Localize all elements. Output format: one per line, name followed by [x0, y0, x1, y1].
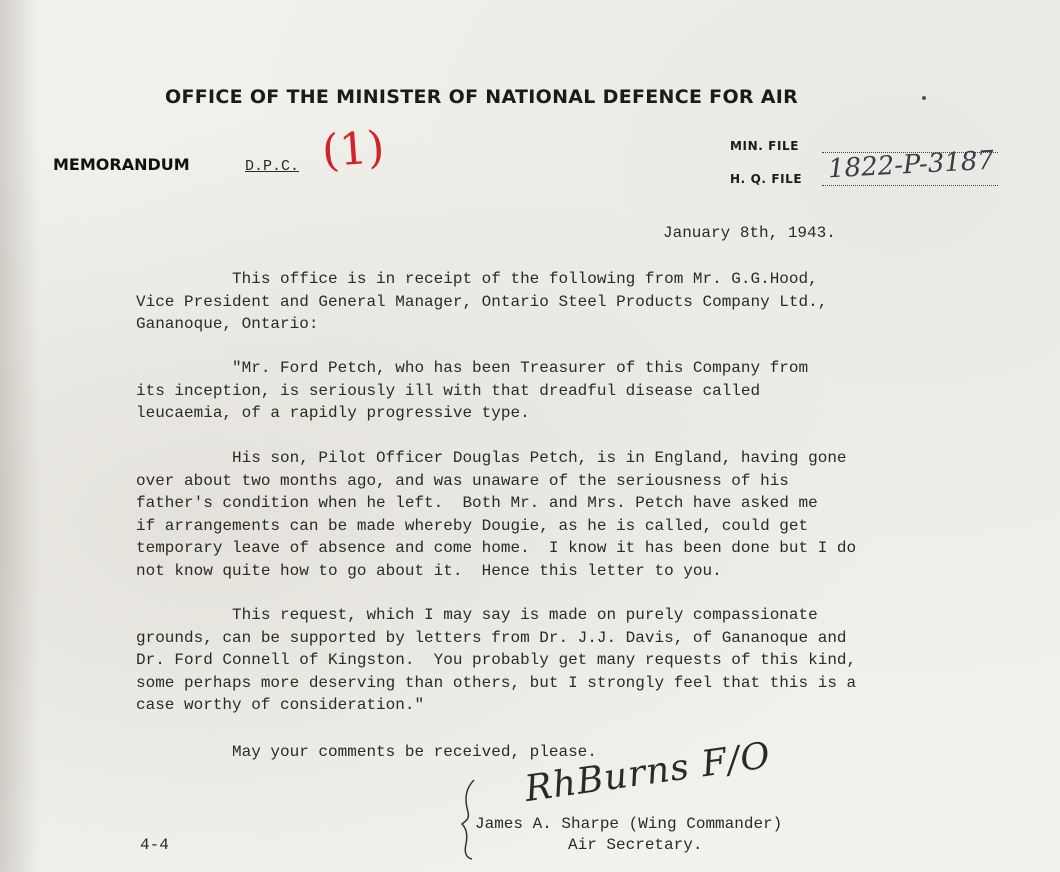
signer-title: Air Secretary. — [568, 836, 703, 854]
recipient-code: D.P.C. — [245, 158, 300, 175]
handwritten-signature: RhBurns F/O — [522, 734, 774, 811]
document-reference: 4-4 — [140, 836, 169, 854]
hq-file-label: H. Q. FILE — [730, 172, 803, 186]
min-file-label: MIN. FILE — [730, 139, 800, 153]
page-edge-shadow — [0, 0, 40, 872]
handwritten-red-mark: (1) — [320, 121, 387, 178]
hq-file-line — [822, 185, 998, 186]
hq-file-number: 1822-P-3187 — [827, 145, 995, 185]
body-paragraph: His son, Pilot Officer Douglas Petch, is in England, having gone over about two months ago, and was unaware of the seriousness of his father's condition when he left. Both Mr. and Mrs. Petch have asked me if arrangements can be made whereby Dougie, as he is called, could get temporary leave of absence and come home. I know it has been done but I do not know quite how to go about it. Hence this letter to you. — [136, 449, 857, 580]
signer-name: James A. Sharpe (Wing Commander) — [475, 815, 783, 833]
body-paragraph: "Mr. Ford Petch, who has been Treasurer of this Company from its inception, is seriously ill with that dreadful disease called leucaemia, of a rapidly progressive type. — [136, 359, 809, 422]
ink-dot — [922, 96, 926, 100]
memo-date: January 8th, 1943. — [663, 224, 836, 242]
closing-request: May your comments be received, please. — [136, 743, 597, 761]
memorandum-label: MEMORANDUM — [53, 155, 190, 174]
body-paragraph: This request, which I may say is made on purely compassionate grounds, can be supported by letters from Dr. J.J. Davis, of Gananoque and Dr. Ford Connell of Kingston. You probably get many requests of this kind, some perhaps more deserving than others, but I strongly feel that this is a case worthy of consideration." — [136, 606, 857, 714]
body-paragraph: This office is in receipt of the following from Mr. G.G.Hood, Vice President and General Manager, Ontario Steel Products Company Ltd., Gananoque, Ontario: — [136, 270, 828, 333]
office-heading: OFFICE OF THE MINISTER OF NATIONAL DEFENCE FOR AIR — [165, 86, 799, 108]
